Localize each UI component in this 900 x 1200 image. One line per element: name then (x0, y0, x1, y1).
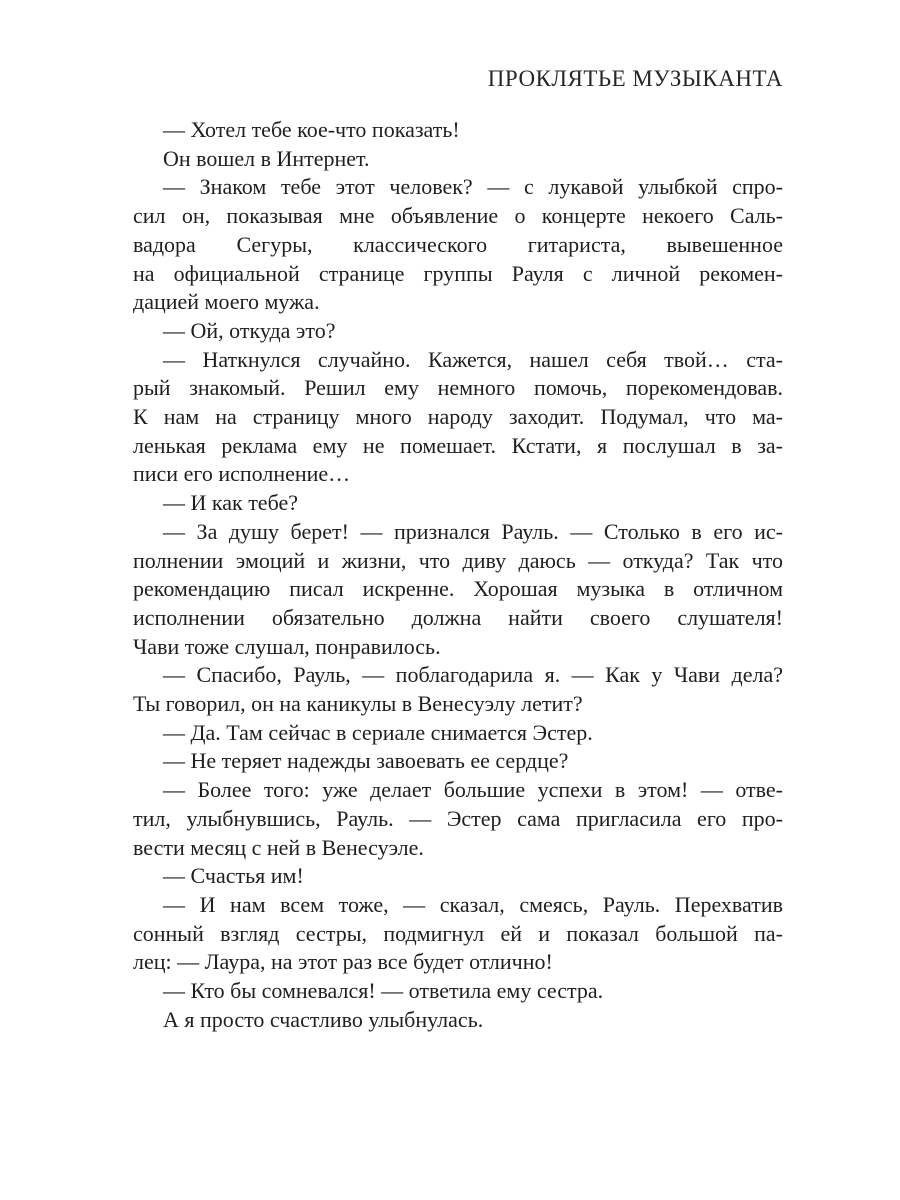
text-line: вадора Сегуры, классического гитариста, вывешенное (133, 231, 783, 257)
text-line: — Наткнулся случайно. Кажется, нашел себя твой… ста- (163, 346, 783, 372)
text-line: рекомендацию писал искренне. Хорошая музыка в отличном (133, 576, 783, 602)
paragraph (133, 719, 783, 748)
paragraph (133, 518, 783, 662)
text-line: К нам на страницу много народу заходит. Подумал, что ма- (133, 404, 783, 430)
text-line: рый знакомый. Решил ему немного помочь, порекомендовав. (133, 375, 783, 401)
text-line: тил, улыбнувшись, Рауль. — Эстер сама пригласила его про- (133, 805, 783, 831)
text-line: на официальной странице группы Рауля с личной рекомен- (133, 260, 783, 286)
text-line: — Счастья им! (163, 863, 304, 889)
paragraph (133, 145, 783, 174)
running-header: ПРОКЛЯТЬЕ МУЗЫКАНТА (487, 66, 783, 91)
text-line: исполнении обязательно должна найти своего слушателя! (133, 604, 783, 630)
text-line: сил он, показывая мне объявление о концерте некоего Саль- (133, 203, 783, 229)
text-line: — Кто бы сомневался! — ответила ему сестра. (163, 978, 604, 1004)
paragraph (133, 661, 783, 718)
text-line: Ты говорил, он на каникулы в Венесуэлу летит? (133, 691, 583, 717)
text-line: ленькая реклама ему не помешает. Кстати, я послушал в за- (133, 432, 783, 458)
text-line: — Ой, откуда это? (163, 317, 336, 343)
text-line: — Спасибо, Рауль, — поблагодарила я. — Как у Чави дела? (163, 662, 783, 688)
text-line: лец: — Лаура, на этот раз все будет отлично! (133, 949, 553, 975)
paragraph (133, 173, 783, 317)
paragraph (133, 116, 783, 145)
text-line: полнении эмоций и жизни, что диву даюсь — откуда? Так что (133, 547, 783, 573)
paragraph (133, 891, 783, 977)
paragraph (133, 862, 783, 891)
text-line: — Знаком тебе этот человек? — с лукавой улыбкой спро- (163, 174, 783, 200)
text-line: А я просто счастливо улыбнулась. (163, 1006, 484, 1032)
text-line: — Да. Там сейчас в сериале снимается Эстер. (163, 719, 593, 745)
text-line: писи его исполнение… (133, 461, 351, 487)
text-line: Чави тоже слушал, понравилось. (133, 633, 441, 659)
text-line: — За душу берет! — признался Рауль. — Столько в его ис- (163, 518, 783, 544)
paragraph (133, 317, 783, 346)
text-line: — Не теряет надежды завоевать ее сердце? (163, 748, 569, 774)
paragraph (133, 346, 783, 490)
text-line: — И нам всем тоже, — сказал, смеясь, Рауль. Перехватив (163, 891, 783, 917)
paragraph (133, 489, 783, 518)
text-line: сонный взгляд сестры, подмигнул ей и показал большой па- (133, 920, 783, 946)
text-line: — Более того: уже делает большие успехи в этом! — отве- (163, 777, 783, 803)
body-text (133, 116, 783, 1035)
text-line: — И как тебе? (163, 490, 299, 516)
text-line: — Хотел тебе кое-что показать! (163, 117, 460, 142)
text-line: вести месяц с ней в Венесуэле. (133, 834, 424, 860)
paragraph (133, 776, 783, 862)
paragraph (133, 747, 783, 776)
paragraph (133, 977, 783, 1006)
paragraph (133, 1006, 783, 1035)
text-line: Он вошел в Интернет. (163, 145, 370, 171)
text-line: дацией моего мужа. (133, 289, 320, 315)
